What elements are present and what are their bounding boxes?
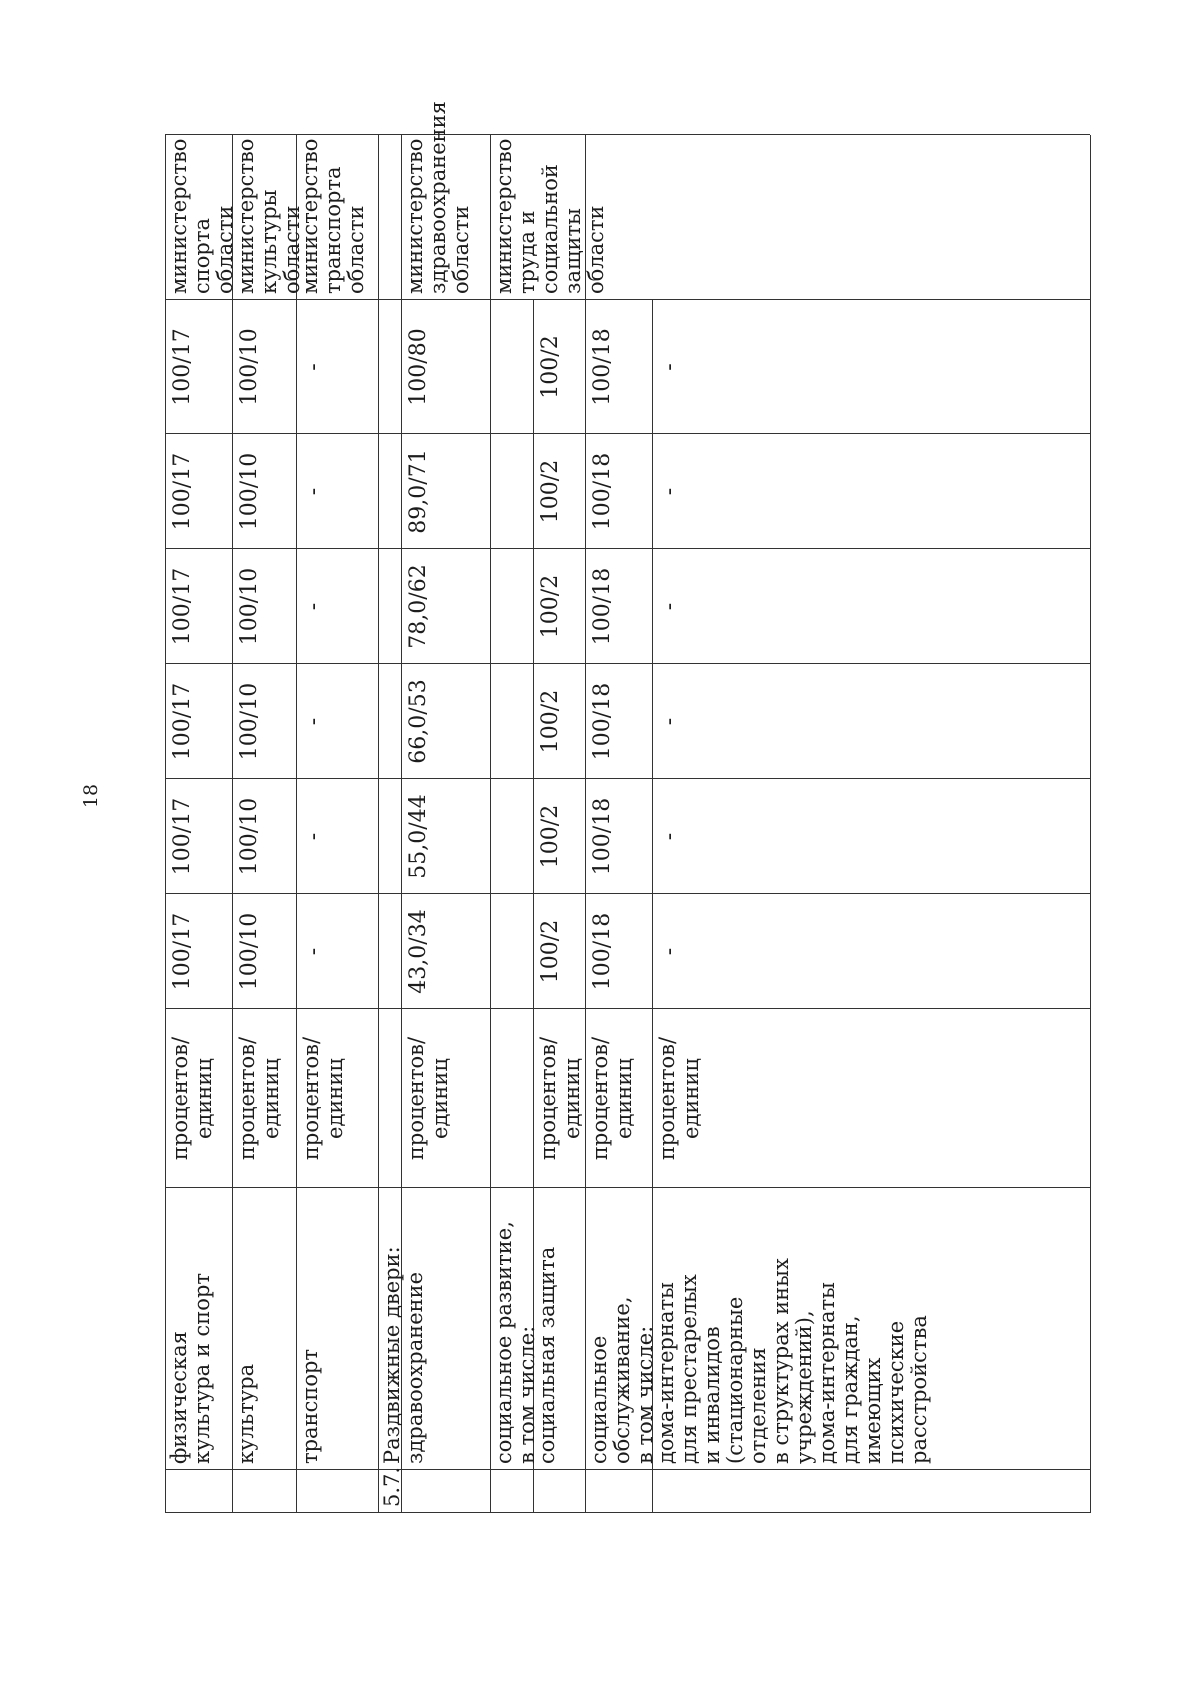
row-value xyxy=(378,434,401,549)
row-value xyxy=(378,664,401,779)
row-unit: процентов/ единиц xyxy=(299,1036,347,1161)
row-number xyxy=(232,1470,296,1513)
row-value: 100/18 xyxy=(590,567,615,646)
row-value: 100/18 xyxy=(590,452,615,531)
row-number: 5.7. xyxy=(380,1466,404,1507)
row-number xyxy=(585,1470,652,1513)
row-value: 100/10 xyxy=(237,567,262,646)
row-value: - xyxy=(657,487,682,496)
row-value: - xyxy=(657,602,682,611)
row-name: социальная защита xyxy=(535,1246,559,1464)
row-name: дома-интернаты для престарелых и инвалидов (стационарные отделения в структурах иных учреждений), дома-интернаты для граждан, имеющих психические расстройства xyxy=(654,1258,931,1464)
row-value: 55,0/44 xyxy=(406,794,431,879)
row-value: - xyxy=(657,947,682,956)
row-value: 43,0/34 xyxy=(406,909,431,994)
row-name: транспорт xyxy=(298,1348,322,1464)
row-value xyxy=(490,664,533,779)
row-responsible: министерство здравоохранения области xyxy=(403,101,473,294)
row-value: 100/17 xyxy=(170,452,195,531)
row-name: здравоохранение xyxy=(403,1271,427,1464)
row-value: 100/2 xyxy=(538,335,563,399)
row-value xyxy=(378,779,401,894)
row-value: - xyxy=(657,363,682,371)
row-value: 100/18 xyxy=(590,912,615,991)
row-value: 100/2 xyxy=(538,919,563,984)
row-value: 100/17 xyxy=(170,797,195,876)
row-value xyxy=(490,549,533,664)
row-value: 100/18 xyxy=(590,797,615,876)
row-value: - xyxy=(657,717,682,726)
row-value: 100/17 xyxy=(170,912,195,991)
row-value: 100/10 xyxy=(237,682,262,761)
row-value: 78,0/62 xyxy=(406,564,431,649)
row-value: 100/2 xyxy=(538,574,563,639)
row-value: 100/10 xyxy=(237,797,262,876)
row-value: 100/10 xyxy=(237,912,262,991)
row-responsible: министерство спорта области xyxy=(167,138,237,294)
row-unit: процентов/ единиц xyxy=(655,1036,703,1161)
row-value: - xyxy=(301,363,326,371)
row-value: 66,0/53 xyxy=(406,679,431,764)
table-row-rule xyxy=(1090,135,1091,1513)
data-table xyxy=(165,101,1090,1513)
row-name: Раздвижные двери: xyxy=(380,1246,404,1464)
row-responsible: министерство труда и социальной защиты области xyxy=(492,138,608,294)
row-unit: процентов/ единиц xyxy=(588,1036,636,1161)
row-value: 100/17 xyxy=(170,567,195,646)
row-value: 100/2 xyxy=(538,804,563,869)
page-number: 18 xyxy=(80,783,102,809)
row-name: социальное обслуживание, в том числе: xyxy=(587,1296,657,1464)
row-value: 100/2 xyxy=(538,689,563,754)
row-number xyxy=(401,1470,490,1513)
row-value xyxy=(490,779,533,894)
row-unit xyxy=(490,1009,533,1188)
row-number xyxy=(533,1470,585,1513)
row-value: 100/18 xyxy=(590,682,615,761)
row-value: 100/17 xyxy=(170,682,195,761)
row-name: социальное развитие, в том числе: xyxy=(492,1221,539,1464)
row-number xyxy=(490,1470,533,1513)
row-value: 100/18 xyxy=(590,328,615,406)
row-value: - xyxy=(301,487,326,496)
row-name: культура xyxy=(234,1363,258,1464)
row-value: - xyxy=(301,717,326,726)
row-value: 100/10 xyxy=(237,328,262,406)
row-value xyxy=(378,549,401,664)
row-value: - xyxy=(301,832,326,841)
row-value xyxy=(490,434,533,549)
row-value: 100/17 xyxy=(170,328,195,406)
row-unit: процентов/ единиц xyxy=(235,1036,283,1161)
row-value: - xyxy=(301,602,326,611)
row-name: физическая культура и спорт xyxy=(167,1273,214,1464)
row-unit: процентов/ единиц xyxy=(404,1036,452,1161)
row-value xyxy=(378,300,401,434)
row-value: 100/10 xyxy=(237,452,262,531)
row-unit: процентов/ единиц xyxy=(168,1036,216,1161)
row-number xyxy=(165,1470,232,1513)
row-value: - xyxy=(657,832,682,841)
row-unit xyxy=(378,1009,401,1188)
row-responsible: министерство культуры области xyxy=(234,138,304,294)
row-unit: процентов/ единиц xyxy=(536,1036,584,1161)
row-value xyxy=(378,894,401,1009)
row-responsible: министерство транспорта области xyxy=(298,138,368,294)
row-value xyxy=(490,894,533,1009)
row-number xyxy=(652,1470,1090,1513)
row-value: 100/80 xyxy=(406,328,431,406)
row-value xyxy=(490,300,533,434)
row-value: - xyxy=(301,947,326,956)
row-value: 100/2 xyxy=(538,459,563,524)
row-value: 89,0/71 xyxy=(406,449,431,534)
row-number xyxy=(296,1470,378,1513)
